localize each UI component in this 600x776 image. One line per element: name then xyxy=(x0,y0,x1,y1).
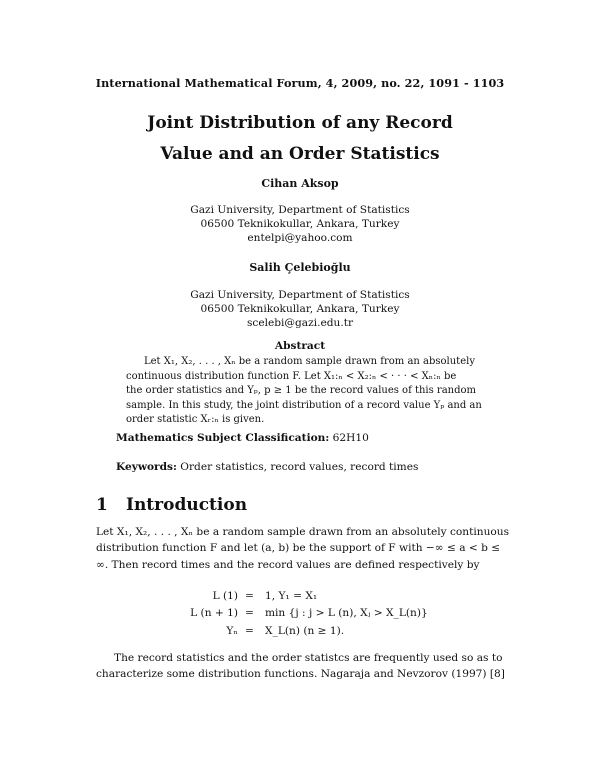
body-line: ∞. Then record times and the record values are defined respectively by xyxy=(96,558,480,571)
msc-line xyxy=(116,432,369,444)
equation-row xyxy=(0,590,600,606)
keywords-line xyxy=(116,461,418,473)
body-line: distribution function F and let (a, b) be the support of F with −∞ ≤ a < b ≤ xyxy=(96,542,501,555)
affiliation-line: 06500 Teknikokullar, Ankara, Turkey xyxy=(200,218,400,230)
equation-rhs: min {j : j > L (n), Xⱼ > X_L(n)} xyxy=(265,607,428,619)
section-heading xyxy=(96,495,247,515)
body-line: Let X₁, X₂, . . . , Xₙ be a random sample drawn from an absolutely continuous xyxy=(96,526,510,538)
abstract-line: order statistic Xᵣ:ₙ is given. xyxy=(126,414,265,425)
keywords-label: Keywords: xyxy=(116,461,177,473)
author-affiliation-1 xyxy=(0,203,600,245)
equation-lhs: Yₙ xyxy=(226,625,238,637)
msc-label: Mathematics Subject Classification: xyxy=(116,432,330,444)
section-title: Introduction xyxy=(126,495,248,515)
equation-sign: = xyxy=(245,625,254,637)
equation-lhs: L (n + 1) xyxy=(190,607,238,619)
abstract-heading: Abstract xyxy=(274,340,326,352)
abstract-line: the order statistics and Yₚ, p ≥ 1 be the record values of this random xyxy=(126,385,477,396)
paper-title-line-1: Joint Distribution of any Record xyxy=(147,113,453,133)
body-line: characterize some distribution functions. Nagaraja and Nevzorov (1997) [8] xyxy=(96,668,505,681)
body-line: The record statistics and the order statistcs are frequently used so as to xyxy=(114,652,503,664)
abstract-line: Let X₁, X₂, . . . , Xₙ be a random sample drawn from an absolutely xyxy=(144,356,475,367)
affiliation-line: Gazi University, Department of Statistics xyxy=(190,289,410,301)
msc-value: 62H10 xyxy=(332,432,369,444)
affiliation-line: 06500 Teknikokullar, Ankara, Turkey xyxy=(200,303,400,315)
author-name-1: Cihan Aksop xyxy=(261,177,339,190)
section-number: 1 xyxy=(96,495,108,515)
affiliation-line: Gazi University, Department of Statistics xyxy=(190,204,410,216)
equation-sign: = xyxy=(245,590,254,602)
intro-paragraph xyxy=(96,524,510,573)
keywords-value: Order statistics, record values, record times xyxy=(180,461,419,473)
equation-lhs: L (1) xyxy=(212,590,238,602)
paper-title-line-2: Value and an Order Statistics xyxy=(160,144,440,164)
equation-rhs: X_L(n) (n ≥ 1). xyxy=(265,625,345,637)
abstract-line: continuous distribution function F. Let X₁:ₙ < X₂:ₙ < · · · < Xₙ:ₙ be xyxy=(126,370,457,382)
abstract-body xyxy=(126,355,482,428)
closing-paragraph xyxy=(96,650,504,683)
author-email-1[interactable]: entelpi@yahoo.com xyxy=(247,232,353,244)
equation-row xyxy=(0,625,600,641)
author-affiliation-2 xyxy=(0,288,600,330)
equation-sign: = xyxy=(245,607,254,619)
abstract-line: sample. In this study, the joint distribution of a record value Yₚ and an xyxy=(126,399,482,411)
equation-rhs: 1, Y₁ = X₁ xyxy=(265,590,318,602)
author-email-2[interactable]: scelebi@gazi.edu.tr xyxy=(246,317,354,329)
author-name-2: Salih Çelebioğlu xyxy=(249,261,351,274)
equation-row xyxy=(0,607,600,623)
journal-header: International Mathematical Forum, 4, 2009, no. 22, 1091 - 1103 xyxy=(95,76,505,90)
